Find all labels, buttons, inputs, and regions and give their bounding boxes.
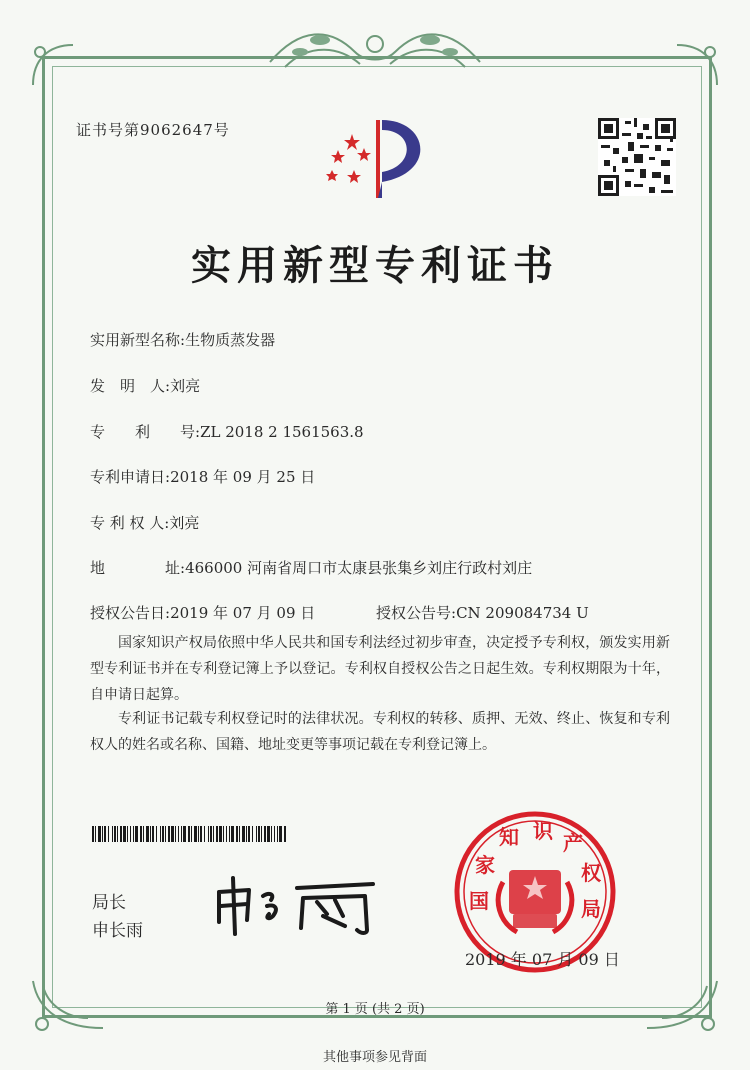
barcode-bar — [181, 826, 182, 842]
seal-char: 家 — [475, 853, 495, 877]
signatory-name: 申长雨 — [92, 921, 143, 941]
barcode-bar — [150, 826, 151, 842]
field-label: 地 址: — [90, 559, 186, 577]
barcode-bar — [261, 826, 262, 842]
barcode-bar — [117, 826, 118, 842]
barcode-bar — [183, 826, 186, 842]
field-application-date — [90, 466, 315, 487]
barcode-bar — [258, 826, 260, 842]
barcode-bar — [256, 826, 257, 842]
barcode-bar — [133, 826, 134, 842]
page-number: 第 1 页 (共 2 页) — [325, 1002, 425, 1017]
barcode-bar — [171, 826, 174, 842]
barcode-bar — [95, 826, 96, 842]
statement-paragraph-1: 国家知识产权局依照中华人民共和国专利法经过初步审查，决定授予专利权，颁发实用新型专利证书并在专利登记簿上予以登记。专利权自授权公告之日起生效。专利权期限为十年，自申请日起算。 — [90, 635, 670, 703]
field-value: 生物质蒸发器 — [185, 331, 276, 349]
barcode-bar — [284, 826, 286, 842]
seal-char: 产 — [563, 831, 583, 855]
qr-code — [598, 118, 676, 196]
barcode-bar — [210, 826, 212, 842]
field-value: ZL 2018 2 1561563.8 — [200, 423, 364, 441]
barcode-bar — [198, 826, 199, 842]
barcode-bar — [191, 826, 192, 842]
signatory-role: 局长 — [92, 893, 126, 913]
barcode-bar — [112, 826, 113, 842]
barcode-bar — [236, 826, 238, 842]
barcode-bar — [104, 826, 106, 842]
barcode-bar — [130, 826, 131, 842]
barcode-bar — [219, 826, 222, 842]
field-utility-model-name — [90, 329, 275, 350]
certificate-title: 实用新型专利证书 — [191, 243, 559, 289]
field-label: 实用新型名称: — [90, 331, 186, 349]
barcode-bar — [165, 826, 166, 842]
barcode — [92, 826, 288, 842]
barcode-bar — [156, 826, 157, 842]
field-label: 专 利 权 人: — [90, 514, 170, 532]
barcode-bar — [108, 826, 109, 842]
barcode-bar — [194, 826, 197, 842]
barcode-bar — [160, 826, 161, 842]
barcode-bar — [92, 826, 94, 842]
barcode-bar — [204, 826, 205, 842]
barcode-bar — [267, 826, 270, 842]
field-grant-number — [376, 602, 589, 623]
barcode-bar — [162, 826, 164, 842]
barcode-bar — [140, 826, 142, 842]
barcode-bar — [102, 826, 103, 842]
field-address — [90, 557, 532, 578]
field-value: 2018 年 09 月 25 日 — [170, 468, 316, 486]
seal-date: 2019 年 07 月 09 日 — [465, 950, 620, 969]
corner-ornament-top-right — [672, 40, 722, 90]
field-label: 发 明 人: — [90, 377, 171, 395]
barcode-bar — [239, 826, 240, 842]
barcode-bar — [279, 826, 282, 842]
footer-note: 其他事项参见背面 — [322, 1050, 427, 1065]
seal-char: 局 — [581, 897, 601, 921]
barcode-bar — [135, 826, 138, 842]
field-value: 466000 河南省周口市太康县张集乡刘庄行政村刘庄 — [185, 559, 533, 577]
barcode-bar — [208, 826, 209, 842]
barcode-bar — [223, 826, 224, 842]
field-label: 授权公告日: — [90, 604, 171, 622]
field-value: 刘亮 — [169, 514, 200, 532]
barcode-bar — [229, 826, 230, 842]
field-label: 专 利 号: — [90, 423, 201, 441]
barcode-bar — [213, 826, 214, 842]
top-ornament — [260, 22, 490, 80]
field-inventor — [90, 375, 200, 396]
barcode-bar — [98, 826, 101, 842]
field-grant-date — [90, 602, 315, 623]
field-label: 专利申请日: — [90, 468, 171, 486]
corner-ornament-top-left — [28, 40, 78, 90]
seal-char: 权 — [581, 861, 601, 885]
field-patentee — [90, 512, 199, 533]
barcode-bar — [216, 826, 218, 842]
barcode-bar — [200, 826, 202, 842]
barcode-bar — [252, 826, 253, 842]
statement-paragraph-2: 专利证书记载专利权登记时的法律状况。专利权的转移、质押、无效、终止、恢复和专利权人的姓名或名称、国籍、地址变更等事项记载在专利登记簿上。 — [90, 711, 670, 753]
barcode-bar — [271, 826, 272, 842]
barcode-bar — [274, 826, 275, 842]
handwritten-signature — [205, 870, 395, 940]
barcode-bar — [114, 826, 116, 842]
field-value: 刘亮 — [170, 377, 201, 395]
barcode-bar — [178, 826, 179, 842]
barcode-bar — [168, 826, 170, 842]
barcode-bar — [242, 826, 245, 842]
barcode-bar — [246, 826, 247, 842]
barcode-bar — [146, 826, 149, 842]
field-value: 2019 年 07 月 09 日 — [170, 604, 316, 622]
barcode-bar — [143, 826, 144, 842]
field-value: CN 209084734 U — [456, 604, 589, 622]
seal-char: 识 — [533, 819, 553, 843]
barcode-bar — [188, 826, 190, 842]
barcode-bar — [231, 826, 234, 842]
field-label: 授权公告号: — [376, 604, 457, 622]
patent-office-logo-icon — [318, 112, 442, 202]
certificate-number: 证书号第9062647号 — [76, 121, 230, 139]
barcode-bar — [127, 826, 128, 842]
barcode-bar — [248, 826, 250, 842]
barcode-bar — [175, 826, 176, 842]
barcode-bar — [264, 826, 266, 842]
barcode-bar — [123, 826, 126, 842]
field-patent-number — [90, 421, 364, 442]
barcode-bar — [226, 826, 227, 842]
barcode-bar — [277, 826, 278, 842]
barcode-bar — [152, 826, 154, 842]
seal-char: 知 — [499, 825, 519, 849]
seal-char: 国 — [469, 889, 489, 913]
barcode-bar — [120, 826, 122, 842]
